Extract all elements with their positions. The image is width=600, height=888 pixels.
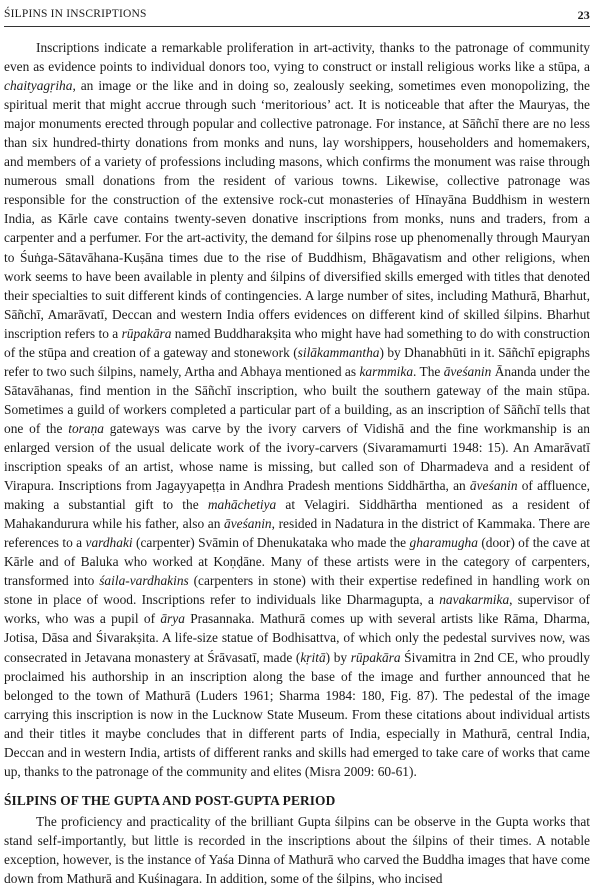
- text-run: ) by: [325, 649, 351, 665]
- italic-term: silākammantha: [297, 344, 380, 360]
- text-run: gateways was carve by the ivory carvers of Vidishā and the fine workmanship is an enlarged version of the usual delicate work of the ivory-carvers (Sivaramamurti 1948: 15). An Amarāvatī inscription speaks of an artist, whose name is missing, but called son of Dharmadeva and a resident of Virapura. Inscriptions from Jagayyapeṭṭa in Andhra Pradesh mentions Siddhārtha, an: [4, 420, 590, 494]
- text-run: (carpenters in stone) with their expertise redefined in handling work on stone in place of wood. Inscriptions refer to individuals like Dharmagupta, a: [4, 573, 590, 608]
- text-run: at Velagiri. Siddhārtha mentioned as a resident of Mahakandurura while his father, also an: [4, 497, 591, 532]
- italic-term: toraṇa: [68, 420, 104, 436]
- text-run: , resided in Nadatura in the district of Kammaka. There are references to a: [4, 516, 590, 551]
- body-paragraph-2: The proficiency and practicality of the brilliant Gupta śilpins can be observe in the Gupta works that stand self-importantly, but little is recorded in the inscriptions about the śilpins of their times. A notable exception, however, is the instance of Yaśa Dinna of Mathurā who carved the Buddha images that have come down from Mathurā and Kuśinagara. In addition, some of the śilpins, who incised: [4, 813, 590, 886]
- text-run: (door) of the cave at Kārle and of Baluka who worked at Koṇḍāne. Many of these artists were in the category of carpenters, transformed into: [4, 535, 591, 589]
- italic-term: ārya: [160, 611, 185, 627]
- body-paragraph-1: [4, 38, 590, 781]
- italic-term: karmmika: [359, 363, 414, 379]
- italic-term: gharamugha: [409, 535, 478, 551]
- text-run: . The: [413, 363, 444, 379]
- page-body: [4, 38, 591, 886]
- italic-term: mahāchetiya: [207, 497, 277, 513]
- italic-term: āveśanin: [443, 363, 492, 379]
- text-run: Prasannaka. Mathurā comes up with several artists like Rāma, Dharma, Jotisa, Dāsa and Śivarakṣita. A life-size statue of Bodhisattva, of which only the pedestal survives now, was consecrated in Jetavana monastery at Śrāvasatī, made (: [4, 611, 590, 665]
- text-run: , an image or the like and in doing so, zealously seeking, sometimes even monopolizing, the spiritual merit that might accrue through such ‘meritorious’ act. It is noticeable that after the Mauryas, the major monuments erected through popular and collective patronage. For instance, at Sāñchī there are no less than six hundred-thirty donations from monks and nuns, lay worshippers, householders and homemakers, and members of a variety of professions including masons, which confirms the monument was raise through numerous small donations from the resident of various towns. Likewise, collective patronage was responsible for the construction of the extensive rock-cut monasteries of Hīnayāna Buddhism in western India, as Kārle cave contains twenty-seven donative inscriptions from monks, nuns and traders, from a carpenter and a perfumer. For the art-activity, the demand for śilpins rose up phenomenally through Mauryan to Śuṅga-Sātavāhana-Kuṣāna times due to the rise of Buddhism, Bhāgavatism and other religions, when work seems to have been available in plenty and śilpins of diversified skills emerged with titles that denoted their specialties to suit different kinds of contingencies. A large number of sites, including Mathurā, Bharhut, Sāñchī, Amarāvatī, Deccan and western India offers evidences on different kind of skilled śilpins. Bharhut inscription refers to a: [4, 78, 590, 341]
- italic-term: rūpakāra: [121, 325, 172, 341]
- text-run: of affluence, making a substantial gift to the: [4, 478, 591, 513]
- text-run: ) by Dhanabhūti in it. Sāñchī epigraphs refer to two such śilpins, namely, Artha and Abhaya mentioned as: [4, 344, 590, 379]
- text-run: (carpenter) Svāmin of Dhenukataka who made the: [132, 535, 410, 551]
- italic-term: āveśanin: [469, 478, 518, 494]
- italic-term: navakarmika: [439, 592, 510, 608]
- text-run: Ānanda under the Sātavāhanas, find mention in the Sāñchī inscription, who built the southern gateway of the main stūpa. Sometimes a guild of workers completed a particular part of a building, as an inscription of Sāñchī tells that one of the: [4, 363, 590, 436]
- italic-term: āveśanin: [224, 516, 272, 532]
- italic-term: śaila-vardhakins: [99, 573, 189, 589]
- italic-term: chaityagṛiha: [4, 78, 73, 94]
- text-run: , supervisor of works, who was a pupil of: [4, 592, 591, 627]
- page-number: 23: [577, 8, 590, 22]
- header-rule: [4, 26, 590, 27]
- italic-term: rūpakāra: [350, 649, 401, 665]
- running-title: ŚILPINS IN INSCRIPTIONS: [4, 8, 147, 20]
- italic-term: kṛitā: [300, 649, 326, 665]
- running-head: [4, 8, 590, 28]
- italic-term: vardhaki: [85, 535, 133, 551]
- text-run: named Buddharakṣita who might have had something to do with construction of the stūpa and creation of a gateway and stonework (: [4, 325, 590, 360]
- text-run: Inscriptions indicate a remarkable proliferation in art-activity, thanks to the patronage of community even as evidence points to individual donors too, vying to construct or install religious works like a stūpa, a: [4, 40, 590, 75]
- section-heading: ŚILPINS OF THE GUPTA AND POST-GUPTA PERIOD: [4, 792, 336, 808]
- text-run: Śivamitra in 2nd CE, who proudly proclaimed his authorship in an inscription along the base of the image and further announced that he belonged to the town of Mathurā (Luders 1961; Sharma 1984: 180, Fig. 87). The pedestal of the image carrying this inscription is now in the Lucknow State Museum. From these citations about individual artists and their titles it maybe concludes that in different parts of India, especially in Mathurā, central India, Deccan and in western India, artists of different ranks and skills had emerged to take care of works that came up, thanks to the patronage of the community and elites (Misra 2009: 60-61).: [4, 649, 590, 779]
